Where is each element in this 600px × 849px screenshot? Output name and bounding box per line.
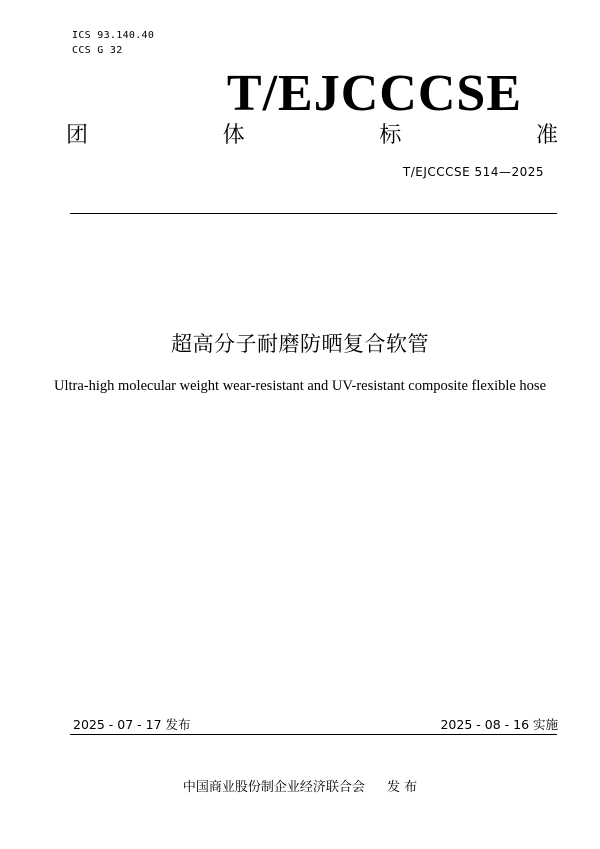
title-chinese: 超高分子耐磨防晒复合软管	[171, 332, 429, 356]
publisher-line	[0, 776, 600, 795]
standard-category	[66, 118, 558, 149]
category-char: 体	[222, 123, 245, 148]
release-label: 发 布	[386, 780, 418, 795]
title-english: Ultra-high molecular weight wear-resistant and UV-resistant composite flexible hose	[53, 378, 547, 394]
issue-date: 2025 - 07 - 17 发布	[73, 717, 191, 732]
standard-number: T/EJCCCSE 514—2025	[402, 165, 544, 179]
standard-logo: T/EJCCCSE	[226, 65, 522, 122]
ics-code: ICS 93.140.40	[72, 30, 155, 41]
ccs-code: CCS G 32	[72, 45, 123, 56]
footer-divider	[70, 734, 557, 735]
category-char: 标	[379, 123, 402, 148]
publisher-name: 中国商业股份制企业经济联合会	[182, 780, 365, 795]
header-divider	[70, 213, 557, 214]
category-char: 准	[535, 123, 558, 148]
category-char: 团	[66, 123, 89, 148]
implement-date: 2025 - 08 - 16 实施	[440, 717, 558, 732]
